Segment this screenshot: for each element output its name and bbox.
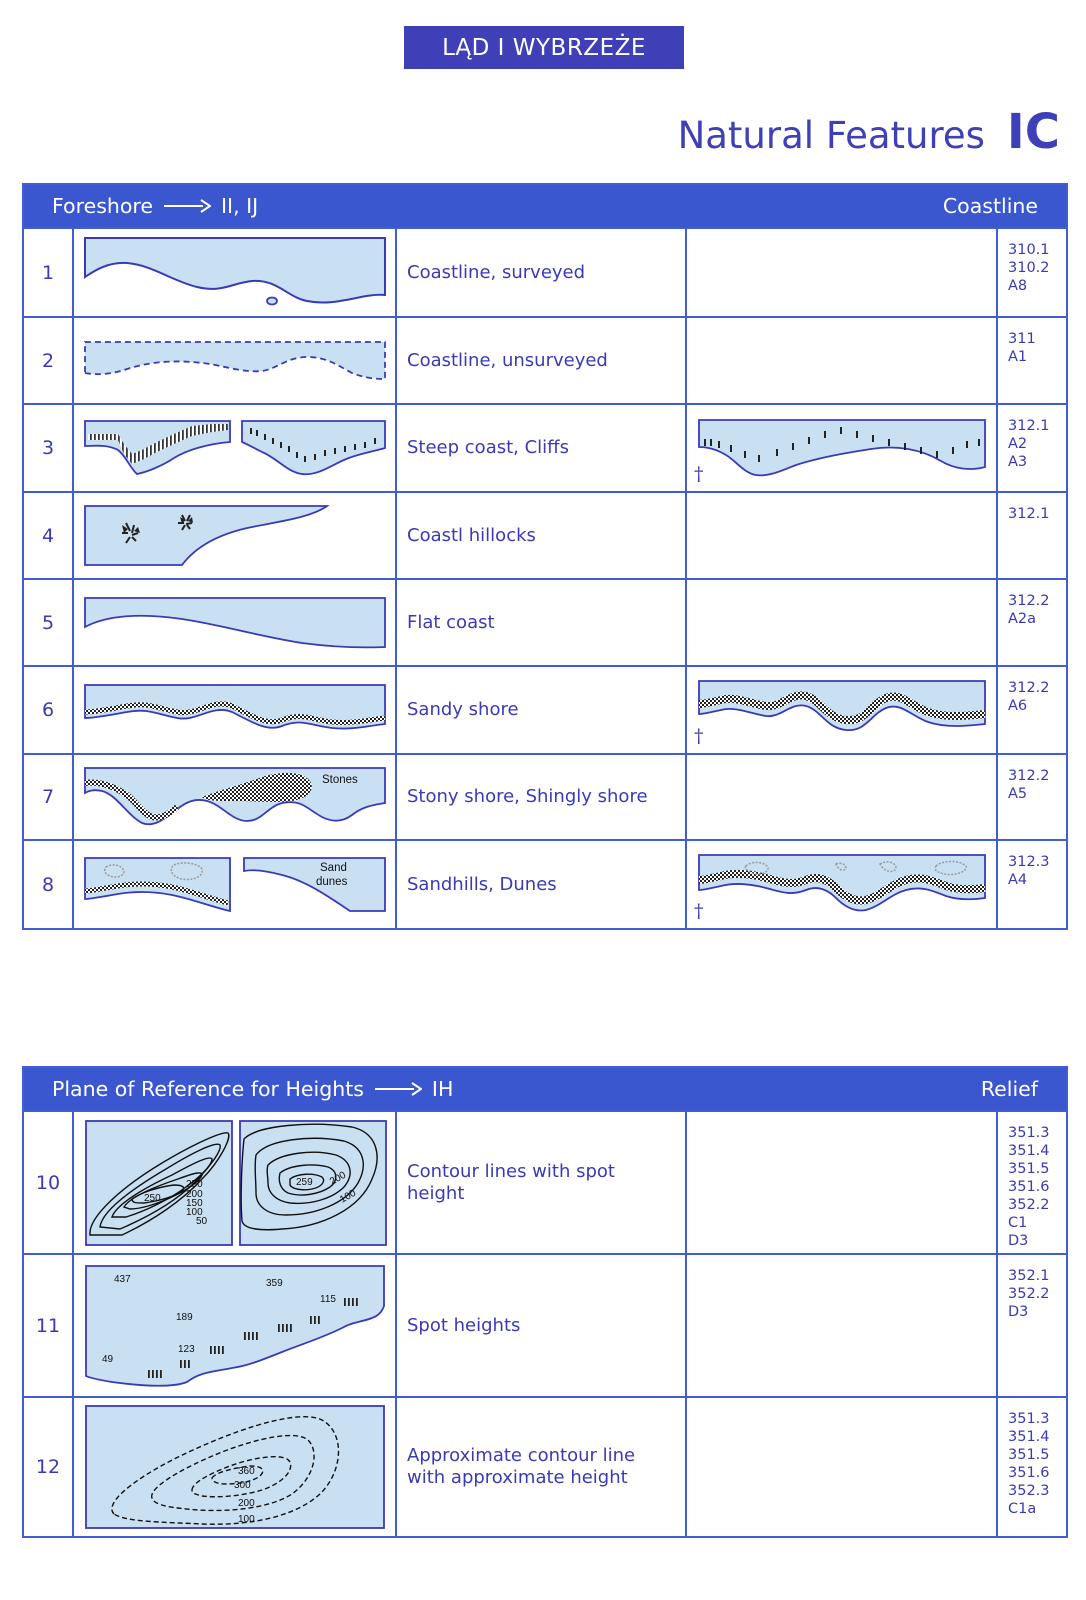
row-number: 11 (35, 1314, 61, 1337)
reference-codes (996, 1112, 1066, 1253)
description-text: Contour lines with spot height (407, 1160, 615, 1204)
ref-code: 310.1 (1008, 242, 1050, 258)
reference-codes (996, 1255, 1066, 1396)
description (395, 1255, 685, 1396)
description-text: Sandhills, Dunes (407, 873, 557, 895)
top-banner (404, 26, 684, 69)
symbol-cell (72, 1112, 395, 1253)
reference-codes (996, 229, 1066, 316)
table-row (24, 1253, 1066, 1396)
description (395, 493, 685, 578)
arrow-right-icon (163, 199, 211, 213)
description (395, 667, 685, 753)
symbol-cell (72, 1255, 395, 1396)
contour-label: 200 (185, 1188, 203, 1200)
ref-code: C1 (1008, 1215, 1028, 1231)
alt-symbol-cell (685, 229, 996, 316)
ref-code: 352.1 (1008, 1268, 1050, 1284)
reference-codes (996, 667, 1066, 753)
arrow-right-icon (374, 1082, 422, 1096)
alt-symbol-cell (685, 318, 996, 403)
contour-lines-symbol (82, 1117, 388, 1249)
contour-label: 250 (185, 1178, 203, 1190)
row-number: 6 (41, 699, 55, 721)
alt-symbol-cell (685, 667, 996, 753)
coastal-hillocks-symbol (82, 503, 388, 569)
ref-code: A8 (1008, 278, 1028, 294)
contour-label: 259 (295, 1176, 313, 1188)
header-right-label: Relief (980, 1077, 1038, 1101)
coastline-unsurveyed-symbol (82, 339, 388, 383)
ref-code: 312.2 (1008, 593, 1050, 609)
ref-code: A5 (1008, 786, 1028, 802)
spot-height-label: 123 (177, 1343, 195, 1355)
row-number: 7 (41, 786, 55, 808)
description-text: Coastline, surveyed (407, 261, 586, 283)
symbol-cell (72, 493, 395, 578)
header-left (52, 194, 258, 218)
spot-heights-symbol (82, 1262, 388, 1390)
sandy-shore-alt-symbol (696, 678, 988, 742)
row-number: 4 (41, 524, 55, 547)
description (395, 755, 685, 839)
coastline-table-header (24, 185, 1066, 227)
ref-code: 351.4 (1008, 1143, 1050, 1159)
description-text: Sandy shore (407, 699, 519, 720)
spot-height-label: 49 (101, 1353, 113, 1365)
sandhills-dunes-alt-symbol (696, 852, 988, 918)
table-row (24, 316, 1066, 403)
row-number: 5 (41, 611, 55, 634)
description-text: Stony shore, Shingly shore (407, 786, 648, 807)
header-left-label: Foreshore (52, 194, 153, 218)
description (395, 229, 685, 316)
contour-label: 50 (195, 1215, 207, 1227)
coastline-surveyed-symbol (82, 235, 388, 311)
description (395, 1398, 685, 1536)
dunes-label: dunes (315, 875, 347, 888)
alt-symbol-cell (685, 405, 996, 491)
description-line-2: with approximate height (407, 1467, 628, 1488)
header-left-label: Plane of Reference for Heights (52, 1077, 364, 1101)
approx-height-label: 300 (233, 1480, 251, 1491)
dagger-mark: † (694, 725, 704, 747)
ref-code: C1a (1008, 1501, 1037, 1517)
ref-code: A3 (1008, 454, 1028, 470)
row-number: 8 (41, 873, 55, 896)
description-line-1: Approximate contour line (407, 1445, 636, 1466)
spot-height-label: 359 (265, 1277, 283, 1289)
approx-height-label: 200 (237, 1498, 255, 1509)
table-row (24, 665, 1066, 753)
steep-coast-alt-symbol (696, 417, 988, 479)
alt-symbol-cell (685, 841, 996, 928)
contour-label: 150 (185, 1197, 203, 1209)
dagger-mark: † (694, 463, 704, 485)
row-number: 2 (41, 349, 55, 372)
header-left-ref: IH (431, 1077, 454, 1101)
contour-label: 100 (337, 1187, 358, 1206)
description (395, 841, 685, 928)
symbol-cell (72, 405, 395, 491)
ref-code: 351.4 (1008, 1429, 1050, 1445)
spot-height-label: 115 (319, 1293, 336, 1305)
description-text: Spot heights (407, 1314, 521, 1336)
symbol-cell (72, 841, 395, 928)
header-right-label: Coastline (942, 194, 1038, 218)
ref-code: 351.5 (1008, 1447, 1050, 1463)
header-left-ref: II, IJ (221, 194, 259, 218)
spot-height-label: 437 (113, 1273, 131, 1285)
steep-coast-symbol (82, 418, 388, 478)
table-row (24, 227, 1066, 316)
relief-table (22, 1066, 1068, 1538)
ref-code: 351.6 (1008, 1179, 1050, 1195)
alt-symbol-cell (685, 1398, 996, 1536)
coastline-table (22, 183, 1068, 930)
ref-code: 312.3 (1008, 854, 1050, 870)
description-text: Steep coast, Cliffs (407, 437, 569, 458)
page-title (678, 104, 1060, 160)
ref-code: 310.2 (1008, 260, 1050, 276)
ref-code: 352.3 (1008, 1483, 1050, 1499)
flat-coast-symbol (82, 595, 388, 651)
ref-code: 351.3 (1008, 1411, 1050, 1427)
symbol-cell (72, 580, 395, 665)
description-text: Flat coast (407, 611, 495, 633)
symbol-cell (72, 318, 395, 403)
contour-label: 250 (143, 1192, 161, 1204)
ref-code: A6 (1008, 698, 1028, 714)
contour-label: 100 (185, 1206, 203, 1218)
ref-code: 312.2 (1008, 768, 1050, 784)
ref-code: A2a (1008, 611, 1037, 627)
description-text: Coastl hillocks (407, 524, 536, 546)
reference-codes (996, 405, 1066, 491)
ref-code: 351.5 (1008, 1161, 1050, 1177)
symbol-cell (72, 229, 395, 316)
relief-table-header (24, 1068, 1066, 1110)
dagger-mark: † (694, 900, 704, 922)
table-row (24, 491, 1066, 578)
row-number: 10 (35, 1171, 61, 1194)
reference-codes (996, 318, 1066, 403)
page-title-code: IC (1006, 104, 1060, 160)
symbol-cell (72, 755, 395, 839)
ref-code: 351.6 (1008, 1465, 1050, 1481)
ref-code: 312.1 (1008, 506, 1050, 522)
row-number: 1 (41, 261, 55, 284)
ref-code: A2 (1008, 436, 1028, 452)
ref-code: A4 (1008, 872, 1028, 888)
row-number: 12 (35, 1456, 61, 1478)
contour-label: 200 (327, 1169, 348, 1188)
description (395, 1112, 685, 1253)
sandhills-dunes-symbol (82, 855, 388, 915)
table-row (24, 1110, 1066, 1253)
ref-code: A1 (1008, 349, 1028, 365)
approx-height-label: 100 (237, 1514, 255, 1525)
description (395, 405, 685, 491)
approximate-contour-symbol (82, 1402, 388, 1532)
ref-code: 352.2 (1008, 1197, 1050, 1213)
reference-codes (996, 580, 1066, 665)
reference-codes (996, 1398, 1066, 1536)
table-row (24, 753, 1066, 839)
banner-text: LĄD I WYBRZEŻE (442, 34, 646, 61)
alt-symbol-cell (685, 580, 996, 665)
reference-codes (996, 493, 1066, 578)
table-row (24, 1396, 1066, 1536)
reference-codes (996, 841, 1066, 928)
table-row (24, 403, 1066, 491)
symbol-cell (72, 1398, 395, 1536)
alt-symbol-cell (685, 1255, 996, 1396)
ref-code: 312.1 (1008, 418, 1050, 434)
description (395, 318, 685, 403)
ref-code: D3 (1008, 1304, 1029, 1320)
stony-shore-symbol (82, 765, 388, 829)
page-title-main: Natural Features (677, 114, 985, 157)
sand-label: Sand (319, 861, 347, 874)
reference-codes (996, 755, 1066, 839)
alt-symbol-cell (685, 493, 996, 578)
sandy-shore-symbol (82, 682, 388, 738)
table-row (24, 839, 1066, 928)
ref-code: 351.3 (1008, 1125, 1050, 1141)
approx-height-label: 360 (237, 1466, 255, 1477)
row-number: 3 (41, 437, 55, 459)
ref-code: 352.2 (1008, 1286, 1050, 1302)
table-row (24, 578, 1066, 665)
spot-height-label: 189 (175, 1311, 193, 1323)
alt-symbol-cell (685, 1112, 996, 1253)
ref-code: 311 (1008, 331, 1036, 347)
stones-label: Stones (321, 774, 358, 786)
description-text: Coastline, unsurveyed (407, 349, 608, 371)
symbol-cell (72, 667, 395, 753)
description (395, 580, 685, 665)
header-left (52, 1077, 453, 1101)
ref-code: 312.2 (1008, 680, 1050, 696)
alt-symbol-cell (685, 755, 996, 839)
ref-code: D3 (1008, 1233, 1029, 1249)
